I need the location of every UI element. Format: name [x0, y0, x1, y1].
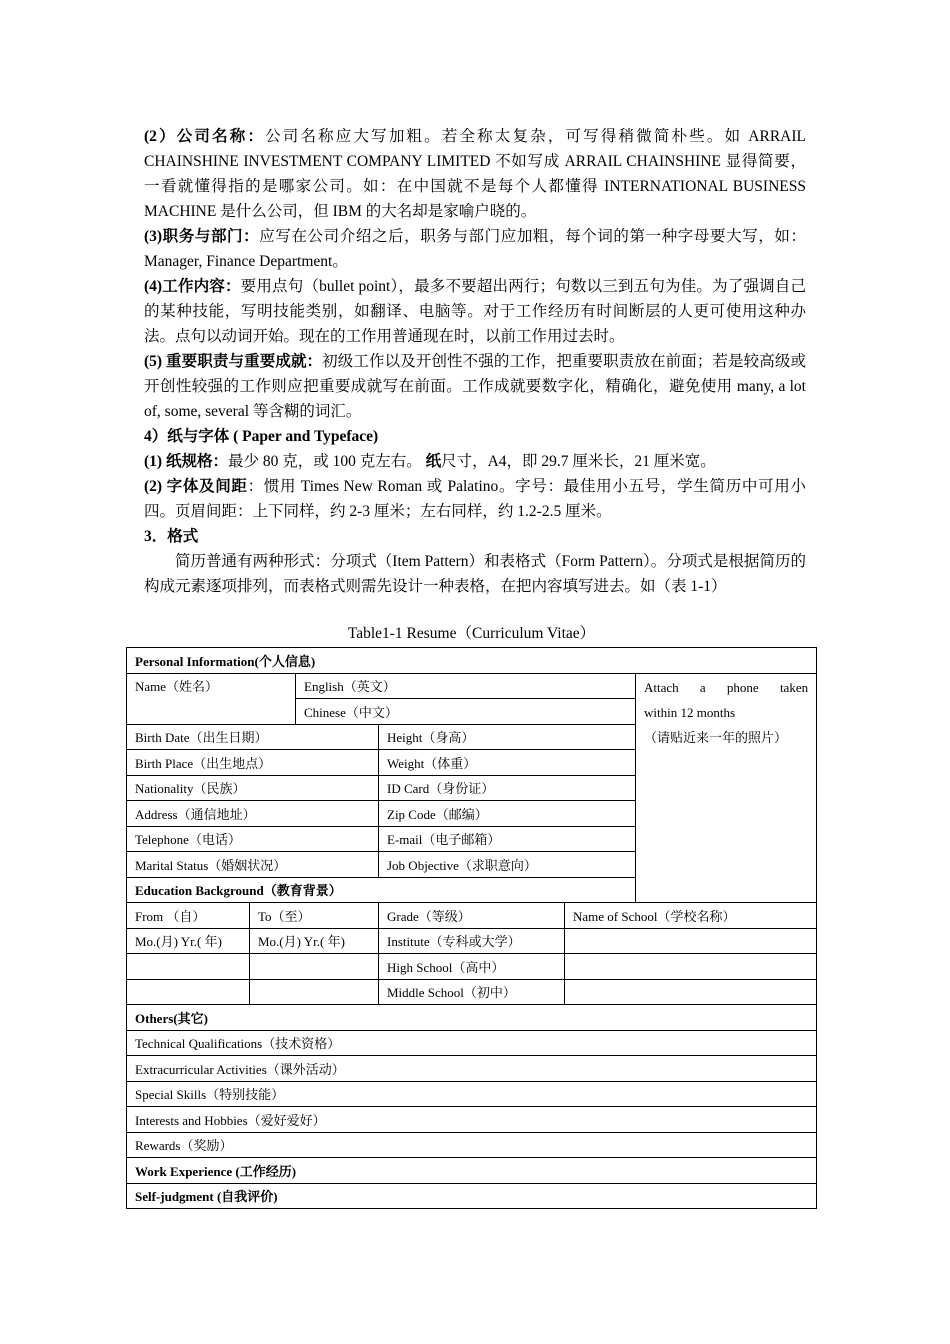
height-label: Height（身高） — [379, 724, 636, 750]
work-experience-header: Work Experience (工作经历) — [127, 1158, 817, 1184]
email-label: E-mail（电子邮箱） — [379, 826, 636, 852]
english-name-label: English（英文） — [296, 673, 636, 699]
photo-text-line2: within 12 months — [644, 704, 736, 720]
name-label: Name（姓名） — [127, 673, 296, 724]
to-label: To（至） — [250, 903, 379, 929]
school-name-label: Name of School（学校名称） — [565, 903, 817, 929]
birth-place-label: Birth Place（出生地点） — [127, 750, 379, 776]
job-objective-label: Job Objective（求职意向） — [379, 852, 636, 878]
grade-label: Grade（等级） — [379, 903, 565, 929]
paragraph-responsibilities: (5) 重要职责与重要成就：初级工作以及开创性不强的工作，把重要职责放在前面；若是较高级或开创性较强的工作则应把重要成就写在前面。工作成就要数字化，精确化，避免使用 many, a lot of, some, several 等含糊的词汇。 — [144, 353, 806, 420]
birth-date-label: Birth Date（出生日期） — [127, 724, 379, 750]
marital-status-label: Marital Status（婚姻状况） — [127, 852, 379, 878]
interests-label: Interests and Hobbies（爱好爱好） — [127, 1107, 817, 1133]
from-date-label: Mo.(月) Yr.( 年) — [127, 928, 250, 954]
personal-info-header: Personal Information(个人信息) — [127, 648, 817, 674]
table-row — [127, 877, 817, 903]
id-card-label: ID Card（身份证） — [379, 775, 636, 801]
table-row — [127, 648, 817, 674]
telephone-label: Telephone（电话） — [127, 826, 379, 852]
zip-code-label: Zip Code（邮编） — [379, 801, 636, 827]
table-row — [127, 954, 817, 980]
table-row — [127, 1030, 817, 1056]
chinese-name-label: Chinese（中文） — [296, 699, 636, 725]
paragraph-position-department: (3)职务与部门：应写在公司介绍之后，职务与部门应加粗，每个词的第一种字母要大写，如：Manager, Finance Department。 — [144, 228, 806, 270]
table-row — [127, 1107, 817, 1133]
table-row — [127, 1056, 817, 1082]
others-header: Others(其它) — [127, 1005, 817, 1031]
empty-cell — [250, 954, 379, 980]
special-skills-label: Special Skills（特别技能） — [127, 1081, 817, 1107]
photo-text-line1: Attach a phone taken — [644, 679, 809, 695]
heading-format: 3．格式 — [144, 528, 199, 545]
self-judgment-header: Self-judgment (自我评价) — [127, 1183, 817, 1209]
education-header: Education Background（教育背景） — [127, 877, 817, 903]
address-label: Address（通信地址） — [127, 801, 379, 827]
paragraph-paper-spec: (1) 纸规格：最少 80 克，或 100 克左右。 纸尺寸，A4，即 29.7 厘米长，21 厘米宽。 — [144, 453, 716, 470]
body-text — [144, 124, 806, 599]
weight-label: Weight（体重） — [379, 750, 636, 776]
paragraph-format: 简历普通有两种形式：分项式（Item Pattern）和表格式（Form Pattern）。分项式是根据简历的构成元素逐项排列，而表格式则需先设计一种表格，在把内容填写进去。如（表 1-1） — [144, 553, 806, 595]
nationality-label: Nationality（民族） — [127, 775, 379, 801]
institute-label: Institute（专科或大学） — [379, 928, 565, 954]
photo-text-line3: （请贴近来一年的照片） — [644, 729, 788, 745]
heading-paper-typeface: 4）纸与字体 ( Paper and Typeface) — [144, 428, 379, 445]
table-row — [127, 1005, 817, 1031]
from-label: From （自） — [127, 903, 250, 929]
high-school-label: High School（高中） — [379, 954, 565, 980]
paragraph-company-name: (2）公司名称：公司名称应大写加粗。若全称太复杂，可写得稍微简朴些。如 ARRAIL CHAINSHINE INVESTMENT COMPANY LIMITED 不如写成 ARRAIL CHAINSHINE 显得简要，一看就懂得指的是哪家公司。如：在中国就不是每个人都懂得 INTERNATIONAL BUSINESS MACHINE 是什么公司，但 IBM 的大名却是家喻户晓的。 — [144, 128, 806, 220]
empty-cell — [250, 979, 379, 1005]
technical-qualifications-label: Technical Qualifications（技术资格） — [127, 1030, 817, 1056]
table-row — [127, 673, 817, 699]
table-row — [127, 1132, 817, 1158]
to-date-label: Mo.(月) Yr.( 年) — [250, 928, 379, 954]
rewards-label: Rewards（奖励） — [127, 1132, 817, 1158]
table-row — [127, 1081, 817, 1107]
paragraph-font-spacing: (2) 字体及间距：惯用 Times New Roman 或 Palatino。字号：最佳用小五号，学生简历中可用小四。页眉间距：上下同样，约 2-3 厘米；左右同样，约 1.2-2.5 厘米。 — [144, 478, 806, 520]
middle-school-name-cell — [565, 979, 817, 1005]
table-row — [127, 928, 817, 954]
table-row — [127, 1158, 817, 1184]
middle-school-label: Middle School（初中） — [379, 979, 565, 1005]
table-caption: Table1-1 Resume（Curriculum Vitae） — [347, 625, 596, 642]
table-row — [127, 1183, 817, 1209]
extracurricular-label: Extracurricular Activities（课外活动） — [127, 1056, 817, 1082]
resume-table — [126, 647, 817, 1209]
high-school-name-cell — [565, 954, 817, 980]
empty-cell — [127, 979, 250, 1005]
photo-area — [636, 673, 817, 903]
paragraph-job-content: (4)工作内容：要用点句（bullet point），最多不要超出两行；句数以三到五句为佳。为了强调自己的某种技能，写明技能类别，如翻译、电脑等。对于工作经历有时间断层的人更可使用这种办法。点句以动词开始。现在的工作用普通现在时，以前工作用过去时。 — [144, 278, 806, 345]
empty-cell — [127, 954, 250, 980]
table-row — [127, 903, 817, 929]
institute-school-cell — [565, 928, 817, 954]
table-row — [127, 979, 817, 1005]
